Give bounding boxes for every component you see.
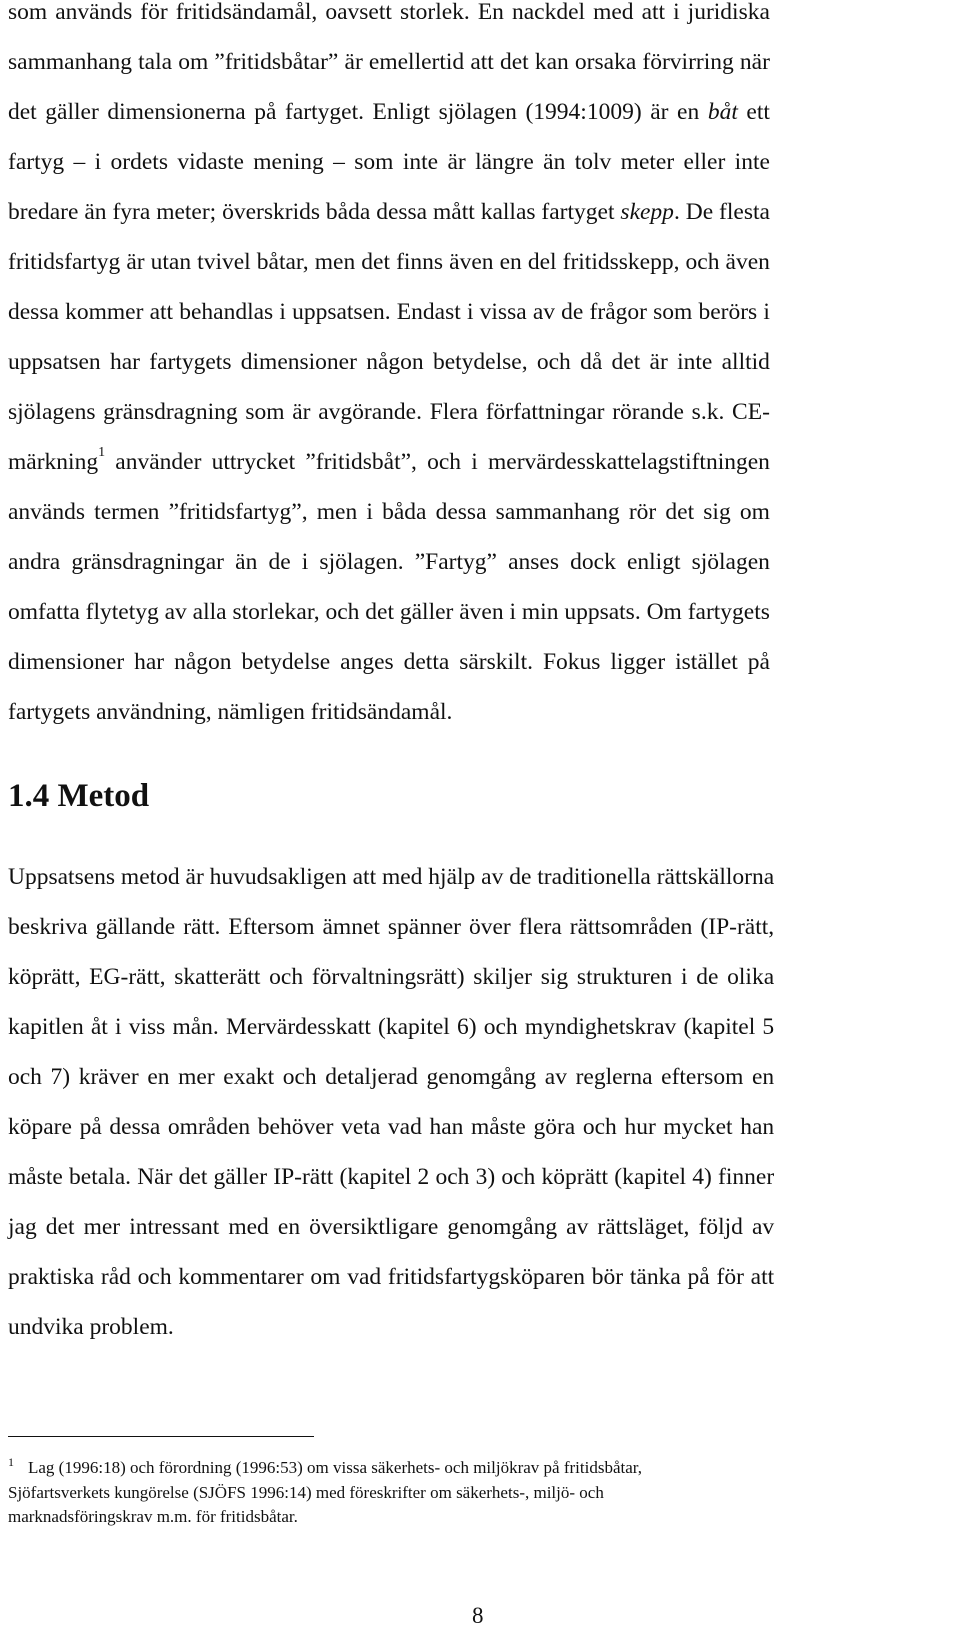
text-line: köprätt, EG-rätt, skatterätt och förvaltningsrätt) skiljer sig strukturen i de olika [8, 964, 775, 990]
text-line: märkning$^1$ använder uttrycket ”fritidsbåt”, och i mervärdesskattelagstiftningen [8, 445, 770, 475]
text-line: sammanhang tala om ”fritidsbåtar” är emellertid att det kan orsaka förvirring när [8, 49, 770, 75]
text-line: uppsatsen har fartygets dimensioner någon betydelse, och då det är inte alltid [8, 349, 770, 375]
text-line: dessa kommer att behandlas i uppsatsen. Endast i vissa av de frågor som berörs i [8, 299, 770, 325]
emphasis-term: skepp [620, 199, 674, 225]
text-line: köpare på dessa områden behöver veta vad han måste göra och hur mycket han [8, 1114, 775, 1140]
footnote-mark: 1 [8, 1455, 14, 1469]
text-line: fartyg – i ordets vidaste mening – som inte är längre än tolv meter eller inte [8, 149, 770, 175]
text-line: sjölagens gränsdragning som är avgörande. Flera författningar rörande s.k. CE- [8, 399, 770, 425]
text-line: bredare än fyra meter; överskrids båda dessa mått kallas fartyget skepp. De flesta [8, 199, 770, 225]
section-heading: 1.4 Metod [8, 778, 150, 814]
text-line: beskriva gällande rätt. Eftersom ämnet spänner över flera rättsområden (IP-rätt, [8, 914, 775, 940]
footnote-line: Sjöfartsverkets kungörelse (SJÖFS 1996:14) med föreskrifter om säkerhets-, miljö- och [8, 1483, 604, 1502]
text-line: andra gränsdragningar än de i sjölagen. ”Fartyg” anses dock enligt sjölagen [8, 549, 770, 575]
text-line: praktiska råd och kommentarer om vad fritidsfartygsköparen bör tänka på för att [8, 1264, 775, 1290]
text-line: undvika problem. [8, 1314, 174, 1340]
text-line: som används för fritidsändamål, oavsett storlek. En nackdel med att i juridiska [8, 0, 770, 25]
footnote-reference[interactable]: 1 [98, 445, 106, 461]
footnote-line: $^1$ Lag (1996:18) och förordning (1996:53) om vissa säkerhets- och miljökrav på fritidsbåtar, [8, 1455, 643, 1477]
footnote [8, 1456, 926, 1529]
text-line: och 7) kräver en mer exakt och detaljerad genomgång av reglerna eftersom en [8, 1064, 775, 1090]
text-line: fritidsfartyg är utan tvivel båtar, men det finns även en del fritidsskepp, och även [8, 249, 770, 275]
text-line: kapitlen åt i viss mån. Mervärdesskatt (kapitel 6) och myndighetskrav (kapitel 5 [8, 1014, 775, 1040]
text-line: måste betala. När det gäller IP-rätt (kapitel 2 och 3) och köprätt (kapitel 4) finner [8, 1164, 775, 1190]
text-line: det gäller dimensionerna på fartyget. Enligt sjölagen (1994:1009) är en båt ett [8, 99, 770, 125]
page-number: 8 [472, 1603, 484, 1628]
body-paragraph-method [8, 852, 774, 1352]
text-line: Uppsatsens metod är huvudsakligen att med hjälp av de traditionella rättskällorna [8, 864, 775, 890]
text-line: jag det mer intressant med en översiktligare genomgång av rättsläget, följd av [8, 1214, 775, 1240]
text-line: används termen ”fritidsfartyg”, men i båda dessa sammanhang rör det sig om [8, 499, 770, 525]
footnote-line: marknadsföringskrav m.m. för fritidsbåtar. [8, 1507, 298, 1526]
body-paragraph-definitions [8, 0, 770, 737]
text-line: omfatta flytetyg av alla storlekar, och det gäller även i min uppsats. Om fartygets [8, 599, 770, 625]
emphasis-term: båt [707, 99, 738, 125]
text-line: dimensioner har någon betydelse anges detta särskilt. Fokus ligger istället på [8, 649, 770, 675]
text-line: fartygets användning, nämligen fritidsändamål. [8, 699, 453, 725]
footnote-separator [8, 1436, 314, 1437]
